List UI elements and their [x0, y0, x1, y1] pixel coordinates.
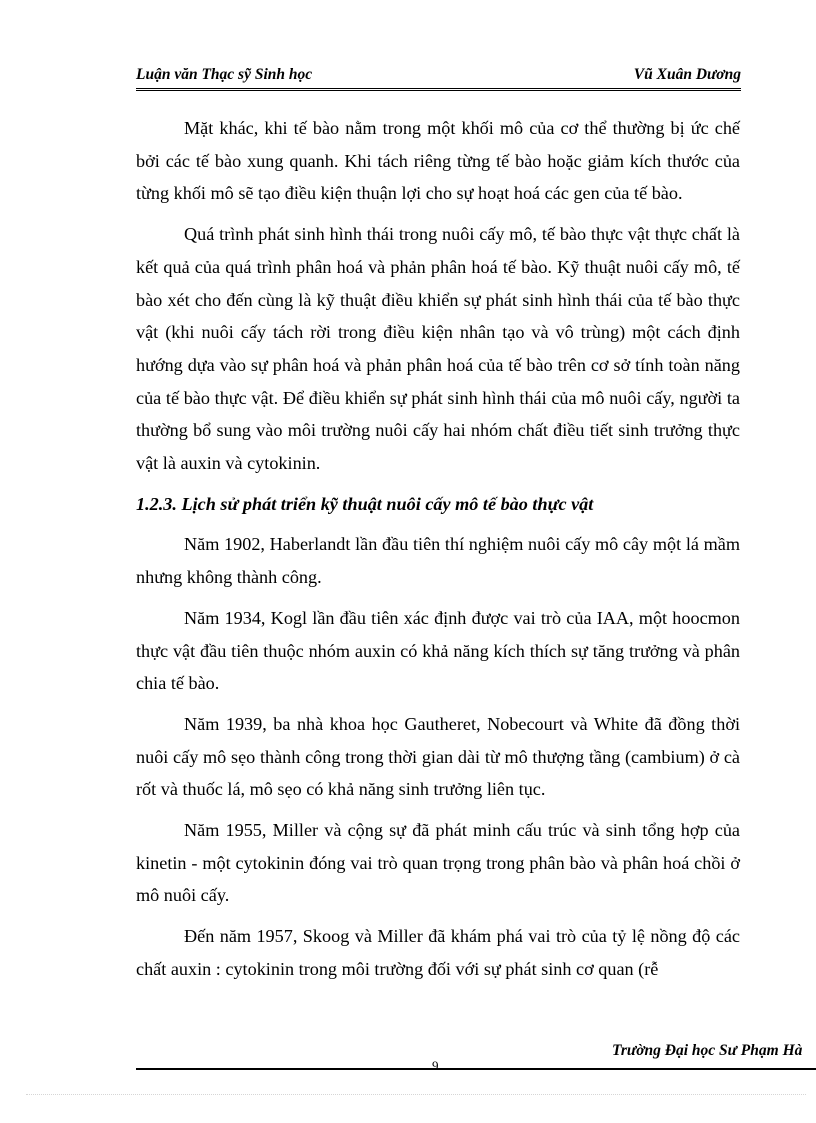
history-paragraph: Năm 1955, Miller và cộng sự đã phát minh cấu trúc và sinh tổng hợp của kinetin - một cytokinin đóng vai trò quan trọng trong phân bào và phân hoá chồi ở mô nuôi cấy. — [136, 820, 740, 906]
paragraph: Mặt khác, khi tế bào nằm trong một khối mô của cơ thể thường bị ức chế bởi các tế bào xung quanh. Khi tách riêng từng tế bào hoặc giảm kích thước của từng khối mô sẽ tạo điều kiện thuận lợi cho sự hoạt hoá các gen của tế bào. — [136, 118, 740, 204]
footer-school: Trường Đại học Sư Phạm Hà — [612, 1042, 803, 1059]
page-break-line — [26, 1094, 806, 1095]
section-heading: 1.2.3. Lịch sử phát triển kỹ thuật nuôi cấy mô tế bào thực vật — [136, 493, 594, 514]
body-text — [136, 112, 740, 994]
footer-rule — [136, 1068, 816, 1070]
paragraph: Quá trình phát sinh hình thái trong nuôi cấy mô, tế bào thực vật thực chất là kết quả của quá trình phân hoá và phản phân hoá tế bào. Kỹ thuật nuôi cấy mô, tế bào xét cho đến cùng là kỹ thuật điều khiển sự phát sinh hình thái của tế bào thực vật (khi nuôi cấy tách rời trong điều kiện nhân tạo và vô trùng) một cách định hướng dựa vào sự phân hoá và phản phân hoá của tế bào trên cơ sở tính toàn năng của tế bào thực vật. Để điều khiển sự phát sinh hình thái của mô nuôi cấy, người ta thường bổ sung vào môi trường nuôi cấy hai nhóm chất điều tiết sinh trưởng thực vật là auxin và cytokinin. — [136, 224, 740, 474]
history-paragraph: Năm 1939, ba nhà khoa học Gautheret, Nobecourt và White đã đồng thời nuôi cấy mô sẹo thành công trong thời gian dài từ mô thượng tầng (cambium) ở cà rốt và thuốc lá, mô sẹo có khả năng sinh trưởng liên tục. — [136, 713, 740, 800]
header-thesis-title: Luận văn Thạc sỹ Sinh học — [136, 66, 313, 83]
page-number: 9 — [432, 1058, 439, 1073]
history-paragraph: Năm 1902, Haberlandt lần đầu tiên thí nghiệm nuôi cấy mô cây một lá mầm nhưng không thành công. — [136, 534, 740, 588]
header-author: Vũ Xuân Dương — [633, 66, 741, 83]
page-header — [136, 62, 741, 91]
history-paragraph: Năm 1934, Kogl lần đầu tiên xác định được vai trò của IAA, một hoocmon thực vật đầu tiên thuộc nhóm auxin có khả năng kích thích sự tăng trưởng và phân chia tế bào. — [136, 607, 740, 694]
history-paragraph: Đến năm 1957, Skoog và Miller đã khám phá vai trò của tỷ lệ nồng độ các chất auxin : cytokinin trong môi trường đối với sự phát sinh cơ quan (rễ — [136, 926, 740, 979]
